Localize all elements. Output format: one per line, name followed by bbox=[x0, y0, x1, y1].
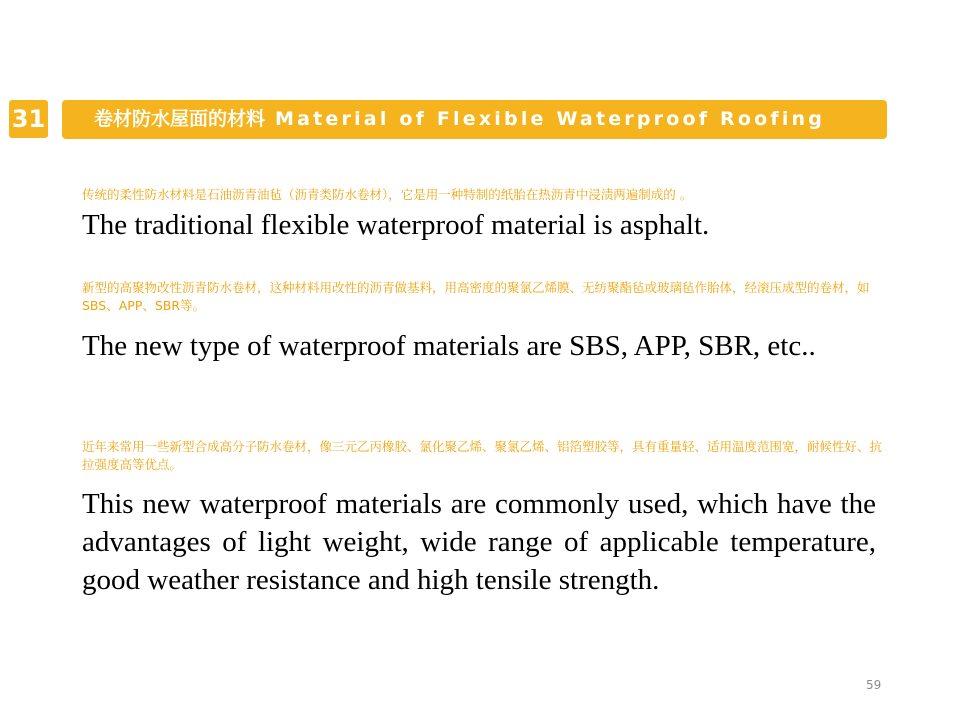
paragraph-3-en: This new waterproof materials are commonly used, which have the advantages of light weight, wide range of applicable temperature, good weather resistance and high tensile strength. bbox=[82, 488, 876, 596]
title-cn: 卷材防水屋面的材料 bbox=[94, 108, 266, 130]
paragraph-3-cn: 近年来常用一些新型合成高分子防水卷材，像三元乙丙橡胶、氯化聚乙烯、聚氯乙烯、铝箔塑胶等，具有重量轻、适用温度范围宽，耐候性好、抗拉强度高等优点。 bbox=[82, 439, 883, 472]
slide-number-badge: 31 bbox=[9, 100, 48, 138]
title-en: Material of Flexible Waterproof Roofing bbox=[275, 108, 826, 130]
paragraph-2-en: The new type of waterproof materials are SBS, APP, SBR, etc.. bbox=[82, 330, 816, 362]
paragraph-2-cn: 新型的高聚物改性沥青防水卷材，这种材料用改性的沥青做基料，用高密度的聚氯乙烯膜、无纺聚酯毡或玻璃毡作胎体，经滚压成型的卷材，如 SBS、APP、SBR等。 bbox=[82, 280, 870, 313]
title-banner bbox=[62, 100, 887, 139]
paragraph-1-cn: 传统的柔性防水材料是石油沥青油毡（沥青类防水卷材），它是用一种特制的纸胎在热沥青中浸渍两遍制成的 。 bbox=[82, 187, 693, 202]
paragraph-1-en: The traditional flexible waterproof material is asphalt. bbox=[82, 209, 710, 241]
page-number: 59 bbox=[866, 678, 882, 692]
